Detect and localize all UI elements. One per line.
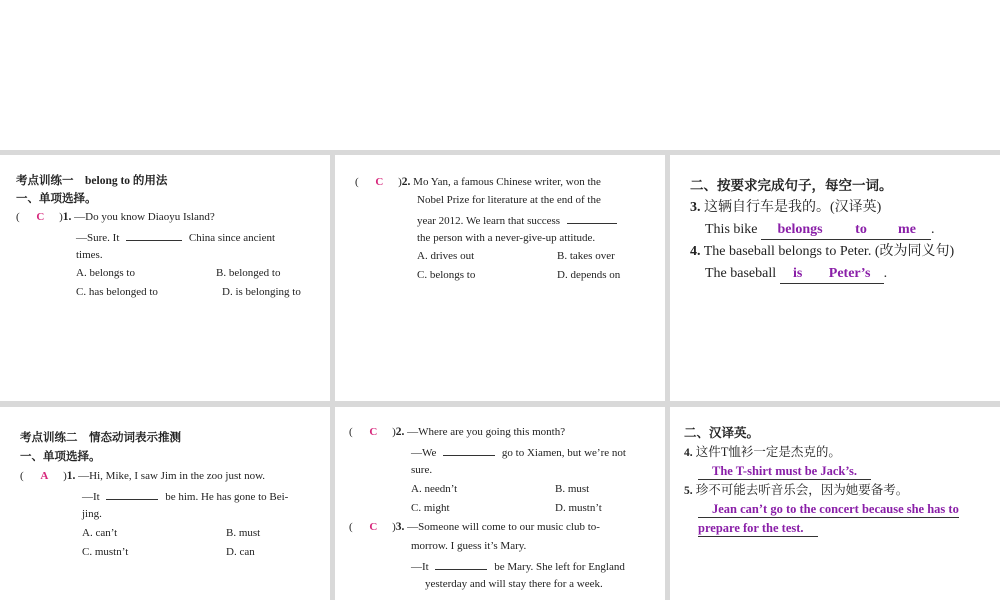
option-b: B. must	[226, 527, 261, 539]
answer-choice: C	[36, 211, 45, 223]
option-c: C. mustn’t	[82, 546, 129, 558]
question-line: —Sure. It China since ancient	[76, 229, 275, 245]
panel-complete-sentences	[670, 155, 1000, 401]
question-line: —We go to Xiamen, but we’re not	[411, 444, 626, 460]
question-2: ( C )2. Mo Yan, a famous Chinese writer, won the	[355, 176, 601, 188]
question-line: morrow. I guess it’s Mary.	[411, 540, 527, 552]
question-1: ( A )1. —Hi, Mike, I saw Jim in the zoo just now.	[20, 470, 266, 482]
option-c: C. has belonged to	[76, 286, 158, 298]
question-line: the person with a never-give-up attitude.	[417, 232, 596, 244]
question-3: 3. 这辆自行车是我的。(汉译英)	[690, 200, 882, 215]
answer-choice: C	[375, 176, 384, 188]
option-b: B. must	[555, 483, 590, 495]
section-heading: 一、单项选择。	[20, 451, 101, 463]
question-4: 4. The baseball belongs to Peter. (改为同义句)	[690, 244, 955, 259]
option-d: D. depends on	[557, 269, 621, 281]
question-line: Nobel Prize for literature at the end of the	[417, 194, 601, 206]
filled-blank: Peter’s	[816, 265, 884, 284]
panel-modal-verbs-training	[0, 407, 330, 600]
panel-translation	[670, 407, 1000, 600]
blank	[435, 558, 487, 570]
option-a: A. can’t	[82, 527, 118, 539]
question-line: times.	[76, 249, 103, 261]
blank	[106, 488, 158, 500]
option-a: A. belongs to	[76, 267, 135, 279]
question-line: yesterday and will stay there for a week.	[425, 578, 603, 590]
section-heading: 一、单项选择。	[16, 193, 97, 205]
question-5: 5. 珍不可能去听音乐会，因为她要备考。	[684, 483, 909, 497]
question-line: jing.	[82, 508, 102, 520]
filled-blank: to	[839, 221, 883, 240]
section-title: 考点训练一 belong to 的用法	[16, 175, 168, 187]
filled-blank: belongs	[761, 221, 839, 240]
section-heading: 二、汉译英。	[684, 426, 760, 440]
section-title: 考点训练二 情态动词表示推测	[20, 432, 181, 444]
question-2: ( C )2. —Where are you going this month?	[349, 426, 566, 438]
answer-choice: A	[40, 470, 49, 482]
blank	[443, 444, 495, 456]
filled-blank: me	[883, 221, 931, 240]
answer-4: The T-shirt must be Jack’s.	[698, 463, 871, 480]
option-d: D. mustn’t	[555, 502, 602, 514]
top-blank-area	[0, 0, 1000, 150]
question-3: ( C )3. —Someone will come to our music club to-	[349, 521, 600, 533]
panel-question-2	[335, 155, 665, 401]
option-d: D. is belonging to	[222, 286, 301, 298]
option-a: A. drives out	[417, 250, 475, 262]
filled-blank: is	[780, 265, 816, 284]
question-4: 4. 这件T恤衫一定是杰克的。	[684, 445, 841, 459]
blank	[126, 229, 182, 241]
answer-choice: C	[369, 521, 378, 533]
answer-line-4: The baseball is Peter’s .	[705, 265, 887, 284]
answer-line-3: This bike belongs to me .	[705, 221, 935, 240]
panel-questions-2-3	[335, 407, 665, 600]
question-1: ( C )1. —Do you know Diaoyu Island?	[16, 211, 215, 223]
section-heading: 二、按要求完成句子，每空一词。	[690, 178, 893, 193]
option-c: C. might	[411, 502, 450, 514]
blank	[567, 212, 617, 224]
option-b: B. takes over	[557, 250, 615, 262]
option-c: C. belongs to	[417, 269, 476, 281]
answer-5-line-2: prepare for the test.	[698, 520, 818, 537]
question-line: —It be him. He has gone to Bei-	[82, 488, 288, 504]
question-line: sure.	[411, 464, 433, 476]
answer-choice: C	[369, 426, 378, 438]
option-a: A. needn’t	[411, 483, 458, 495]
answer-5-line-1: Jean can’t go to the concert because she has to	[698, 501, 959, 518]
panel-belong-to-training	[0, 155, 330, 401]
question-line: year 2012. We learn that success	[417, 212, 617, 228]
option-b: B. belonged to	[216, 267, 281, 279]
question-line: —It be Mary. She left for England	[411, 558, 625, 574]
option-d: D. can	[226, 546, 255, 558]
